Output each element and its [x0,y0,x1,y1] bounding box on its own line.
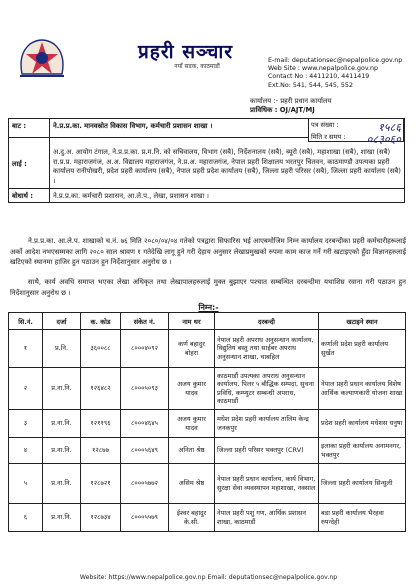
cell-serial: १ [9,330,43,368]
body-paragraph-1: ने.प्र.प्र.का. आ.ले.प. शाखाको च.नं. ७६ मिति २०८०/०४/०४ गतेको पत्रद्वारा सिफारिस भई आएबमोजिम निम्न कार्यालय दरबन्दीका प्रहरी कर्मचारीहरूलाई अर्को आदेश नभएसम्मका लागि २०८० साल श्रावण १ गतेदेखि लागू हुने गरी देहाय अनुसार लेखाप्रमुखको रुपमा काम काज गर्ने गरी खटाइएको हुँदा विज्ञानहरुलाई खटिएको स्थानमा हाजिर हुन पठाउन हुन निर्देशानुसार अनुरोध छ । [10,237,406,266]
cell-post: नेपाल प्रहरी पशु गण, आर्थिक प्रशासन शाखा, काठमाडौं [215,504,319,532]
header-destination: खटाइने स्थान [319,313,406,330]
cell-id: ८०००४६४५ [121,410,169,438]
cell-code: १२११९६ [81,410,121,438]
cell-code: १२८७७ [81,438,121,464]
cell-code: १२६४८२ [81,368,121,410]
cell-serial: ४ [9,438,43,464]
table-row [9,438,406,464]
handwritten-date: ०८३०६० [366,133,401,146]
ext-text: Ext.No: 541, 544, 545, 552 [268,81,353,89]
letter-number-label: पत्र संख्या : [311,121,339,129]
cell-rank: प्र.ना.नि. [43,504,81,532]
brand-title: प्रहरी सञ्चार [138,41,234,63]
header-name: नाम थर [169,313,215,330]
header-rank: दर्जा [43,313,81,330]
cell-post: नेपाल प्रहरी प्रधान कार्यालय, कार्य विभाग, सुरक्षा सेवा व्यवस्थापन महाशाखा, नक्साल [215,464,319,504]
cell-id: ८०००५७७२ [121,464,169,504]
body-paragraph-2: साथै, कार्य अवधि समाप्त भएका लेखा अधिकृत तथा लेखापालहरुलाई मुक्त बुझाएर पश्चात सम्बन्धित दरबन्दीमा यथाशिघ्र रवाना गरी पठाउन हुन निर्देशानुसार अनुरोध छ । [10,278,406,297]
cell-rank: प्र.ना.नि. [43,438,81,464]
email-text: E-mail: deputationsec@nepalpolice.gov.np [268,57,403,64]
cell-id: ८०००५०९३ [121,368,169,410]
table-row [9,410,406,438]
website-text: Web Site : www.nepalpolice.gov.np [268,65,379,73]
cell-rank: प्र.नि. [43,330,81,368]
cell-id: ८०००५६४९ [121,438,169,464]
cell-name: कर्ण बहादुर बोहरा [169,330,215,368]
cell-rank: प्र.ना.नि. [43,410,81,438]
contact-text: Contact No : 4411210, 4411419 [268,73,370,81]
table-row [9,464,406,504]
cell-rank: प्र.ना.नि. [43,368,81,410]
cell-code: १२८७२१ [81,464,121,504]
from-value: ने.प्र.प्र.का. मानवस्रोत विकास विभाग, कर्मचारी प्रशासन शाखा । [50,119,405,138]
cell-destination: बडा प्रहरी कार्यालय भैरहवा रुपन्देही [319,504,406,532]
cell-post: मधेश प्रदेश प्रहरी कार्यालय तालिम केन्द्र जनकपुर [215,410,319,438]
cc-label: बोधार्थ : [9,189,50,203]
cc-row [9,189,405,203]
cell-post: नेपाल प्रहरी अपराध अनुसन्धान कार्यालय, विद्युतिय बस्तु तथा साईबर अपराध अनुसन्धान शाखा, चाबहिल [215,330,319,368]
cell-serial: २ [9,368,43,410]
cell-destination: नेपाल प्रहरी प्रधान कार्यालय विशेष आर्थिक कल्याणकारी योजना शाखा [319,368,406,410]
cell-post: काठमाडौं उपत्यका अपराध अनुसन्धान कार्यालय, पिलर ५ बौद्धिक सम्पदा, सुचना प्रविधि, कम्प्युटर सम्बन्धी अपराध, काठमाडौं [215,368,319,410]
nepal-police-emblem-logo [16,34,68,80]
cc-value: ने.प्र.प्र.का. कर्मचारी प्रशासन, आ.ले.प., लेखा, प्रशासन शाखा । [50,189,405,203]
contact-block [268,57,413,90]
details-title: निम्न:- [198,303,219,312]
cell-destination: जिल्ला प्रहरी कार्यालय सिन्धुली [319,464,406,504]
cell-id: ८०००५५७९ [121,504,169,532]
deployment-table [8,312,406,532]
recipients-value: अ.दु.अ. आयोग टंगाल, ने.प्र.प्र.का. प्र.म.नि. को सचिवालय, विभाग (सबै), निर्देशनालय (सबै), ब्यूरो (सबै), महाशाखा (सबै), शाखा (सबै) रा.प्र.प्र. महाराजगंज, अ.अ. विद्यालय महाराजगंज, ने.प्र.अ. महाराजगंज, नेपाल प्रहरी शिक्षालय भरतपुर चितवन, काठमाण्डौ उपत्यका प्रहरी कार्यालय रानीपोखरी, प्रदेश प्रहरी कार्यालय (सबै), नेपाल प्रहरी प्रदेश कार्यालय (सबै), जिल्ला प्रहरी परिसर (सबै), जिल्ला प्रहरी कार्यालय (सबै) । [50,138,405,189]
header-post: दरबन्दी [215,313,319,330]
cell-serial: ३ [9,410,43,438]
cell-serial: ५ [9,464,43,504]
cell-destination: इलाका प्रहरी कार्यालय अनामनगर, भक्तपुर [319,438,406,464]
from-label: बाट : [9,119,50,138]
table-row [9,504,406,532]
cell-destination: प्रदेश प्रहरी कार्यालय मधेशस धनुषा [319,410,406,438]
cell-name: अजय कुमार यादव [169,410,215,438]
brand-subtitle: नयाँ सडक, काठमाडौं [174,63,220,70]
recipients-label: लाई : [9,138,50,189]
cell-name: ईश्वर बहादुर के.सी. [169,504,215,532]
cell-id: ८०००४०९२ [121,330,169,368]
cell-code: ३६००८८ [81,330,121,368]
table-header-row [9,313,406,330]
header-id: संकेत नं. [121,313,169,330]
letter-number-box [308,118,404,146]
header-code: क. कोड [81,313,121,330]
cell-name: असिम श्रेष्ठ [169,464,215,504]
cell-name: अजय कुमार यादव [169,368,215,410]
handwritten-letter-number: १५८६ [378,121,401,134]
cell-serial: ६ [9,504,43,532]
table-row [9,330,406,368]
header-serial: सि.नं. [9,313,43,330]
cell-rank: प्र.ना.नि. [43,464,81,504]
office-line-2: प्राविधिक : OJ/AJT/MJ [250,106,315,114]
cell-post: जिल्ला प्रहरी परिसर भक्तपुर (CRV) [215,438,319,464]
cell-name: अनिता श्रेष्ठ [169,438,215,464]
cell-code: १२८७३४ [81,504,121,532]
cell-destination: कर्णाली प्रदेश प्रहरी कार्यालय सुर्खेत [319,330,406,368]
table-row [9,368,406,410]
office-reference [250,97,392,115]
date-label: मिति र समय : [311,133,346,141]
office-line-1: कार्यालय :- प्रहरी प्रधान कार्यालय [250,97,332,105]
footer-contact: Website: https://www.nepalpolice.gov.np Email: deputationsec@nepalpolice.gov.np [79,574,338,581]
brand-block [138,38,256,72]
